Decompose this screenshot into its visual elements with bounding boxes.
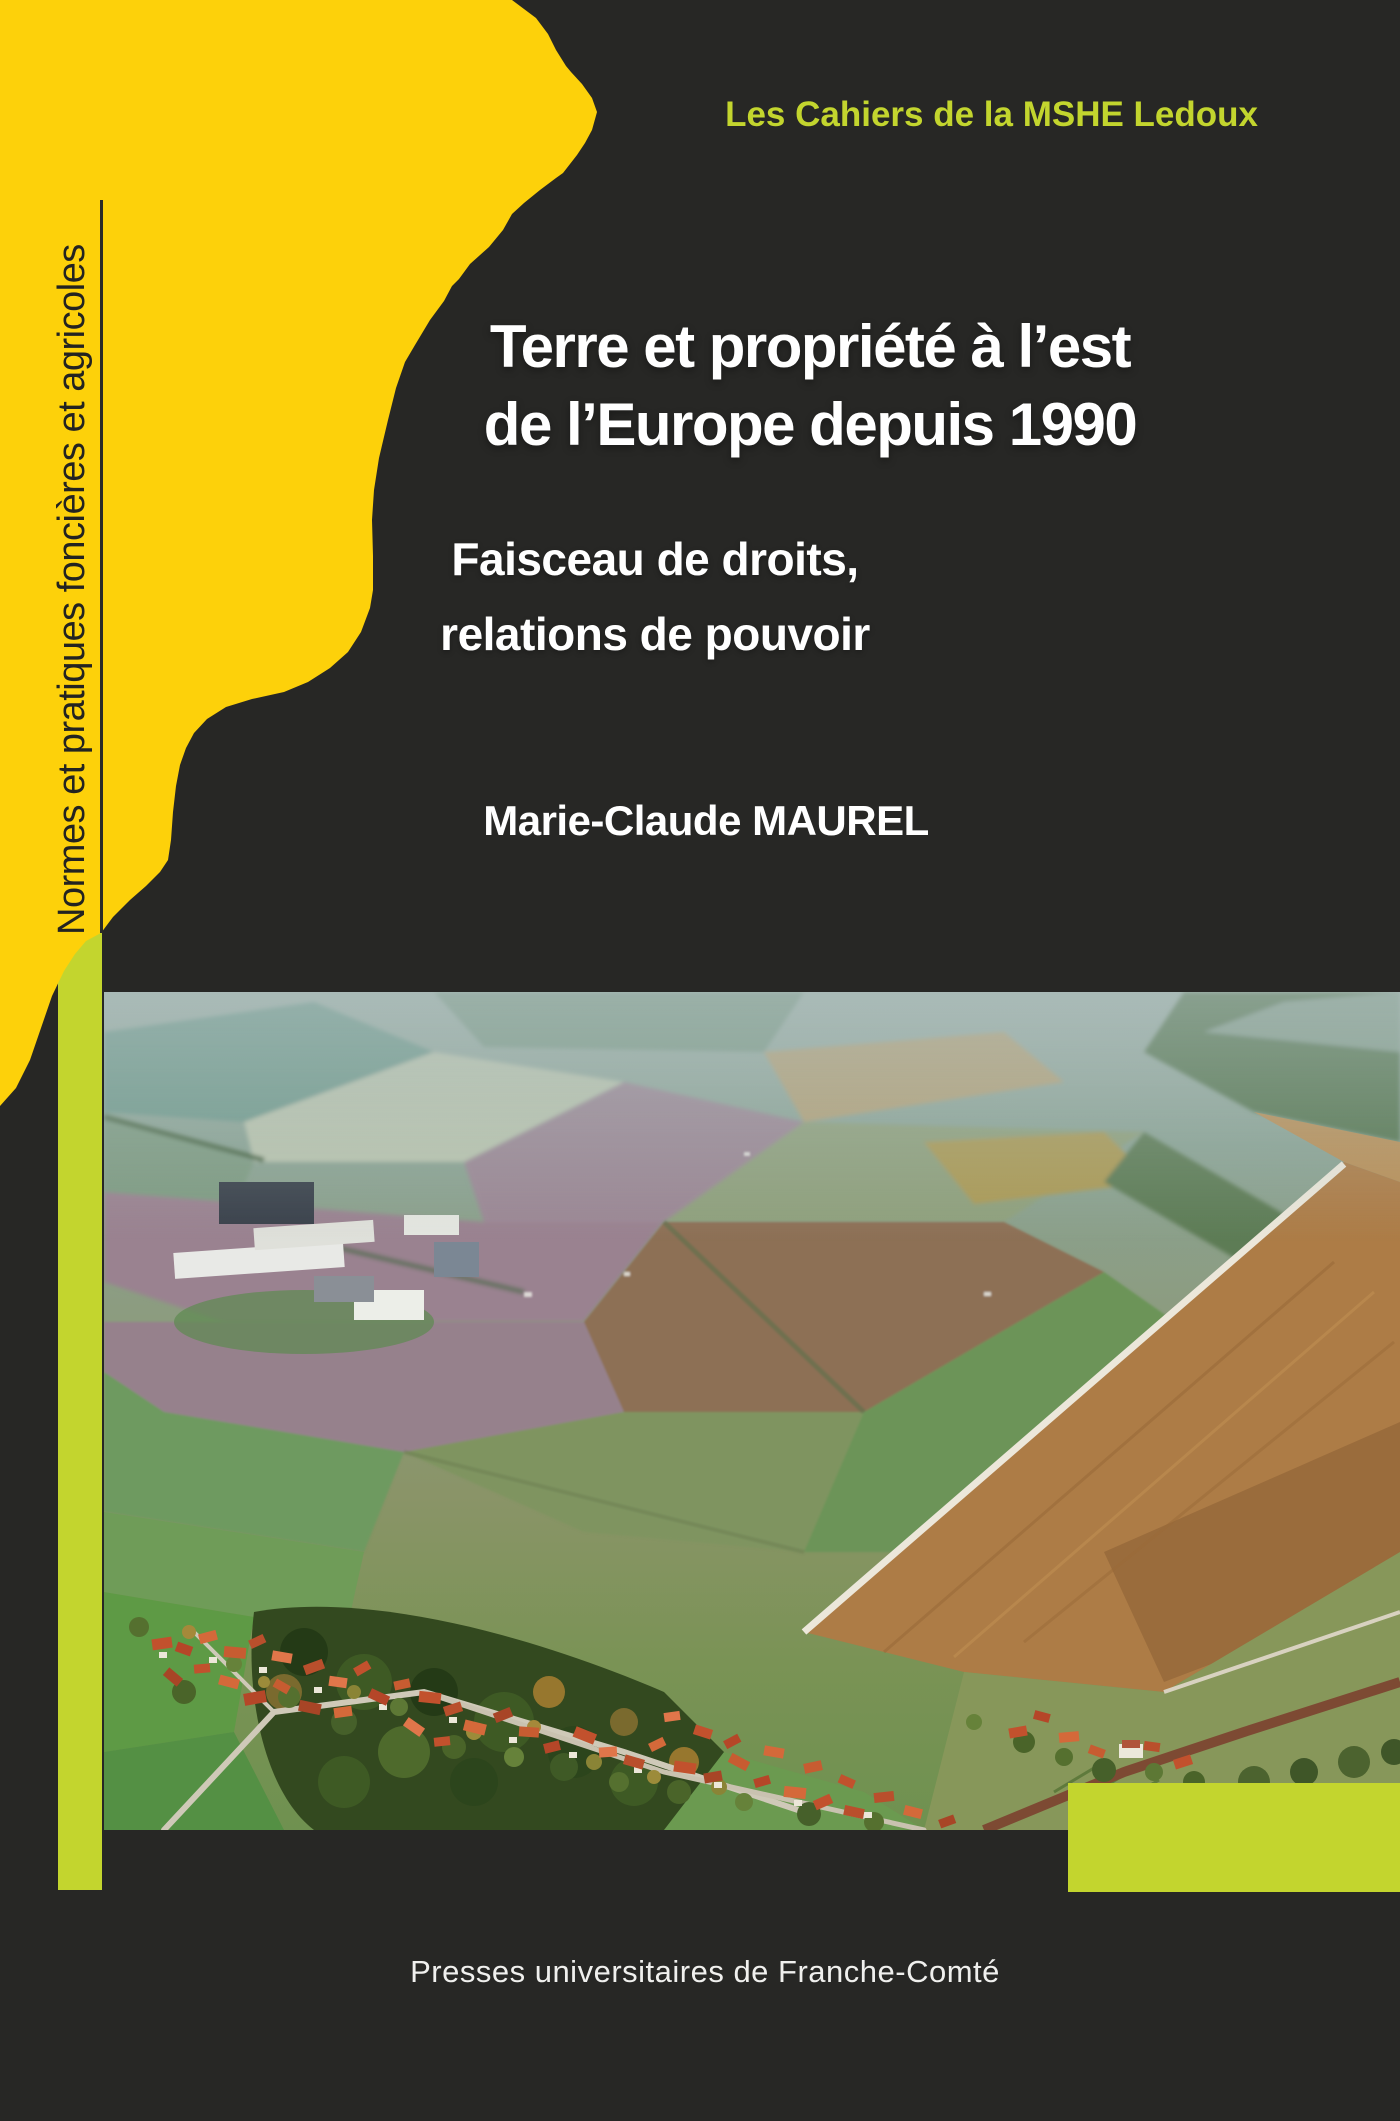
book-title-line2: de l’Europe depuis 1990: [483, 391, 1137, 458]
author-name: Marie-Claude MAUREL: [483, 797, 929, 844]
book-title-line1: Terre et propriété à l’est: [489, 313, 1131, 380]
bottom-accent-rect: [1068, 1783, 1400, 1892]
collection-name: Normes et pratiques foncières et agricoles: [51, 244, 93, 935]
book-subtitle-line2: relations de pouvoir: [440, 608, 870, 660]
book-title: [420, 308, 1200, 464]
publisher-name: Presses universitaires de Franche-Comté: [410, 1954, 1000, 1989]
book-subtitle: [380, 522, 930, 672]
collection-rule: [100, 200, 103, 933]
series-name: Les Cahiers de la MSHE Ledoux: [725, 95, 1258, 134]
book-subtitle-line1: Faisceau de droits,: [451, 533, 859, 585]
